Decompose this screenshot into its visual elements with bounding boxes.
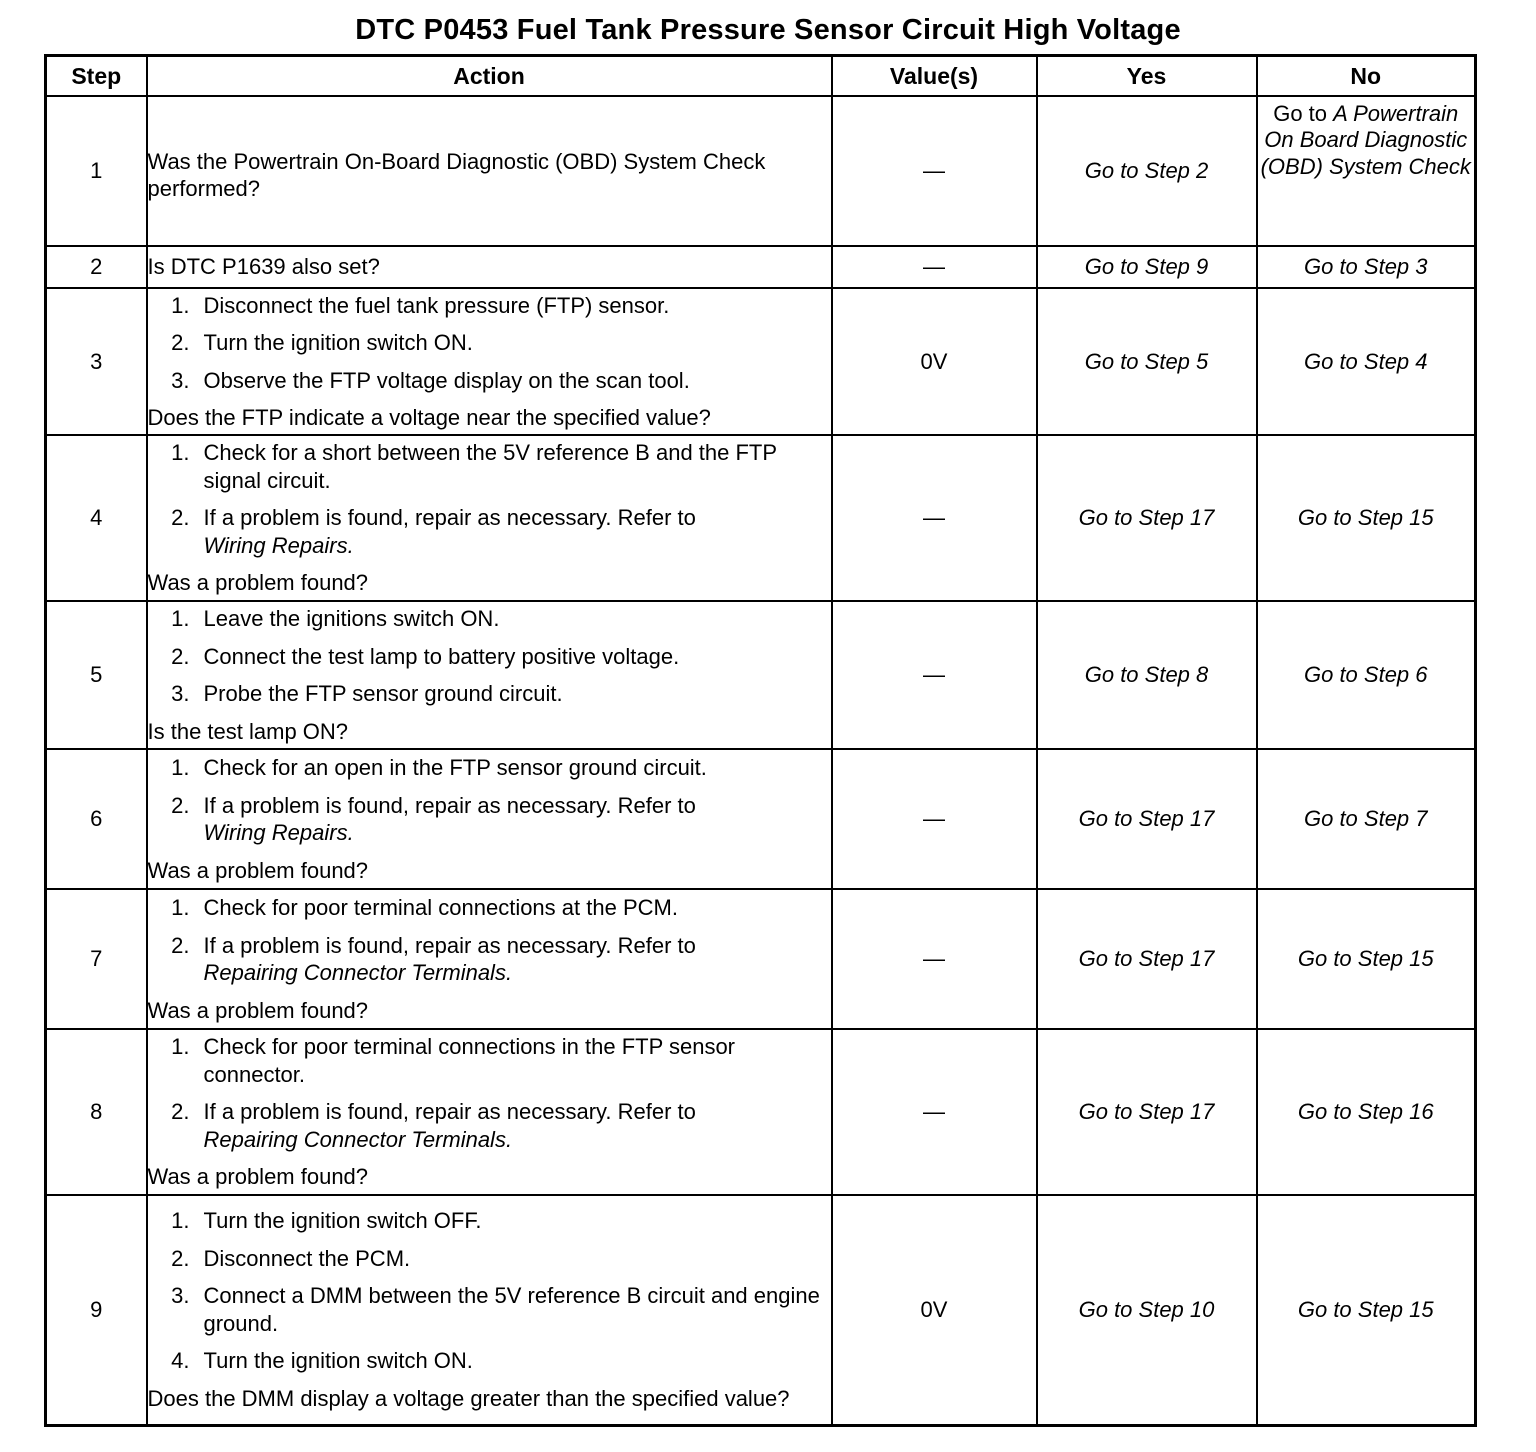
- value-cell: 0V: [832, 1195, 1037, 1425]
- action-item: 1. Leave the ignitions switch ON.: [171, 606, 500, 631]
- value-cell: —: [832, 1029, 1037, 1195]
- no-cell: Go to Step 15: [1257, 889, 1476, 1029]
- action-item: 3. Probe the FTP sensor ground circuit.: [171, 681, 563, 706]
- yes-cell: Go to Step 17: [1037, 435, 1257, 601]
- header-yes: Yes: [1037, 56, 1257, 97]
- no-cell: Go to Step 16: [1257, 1029, 1476, 1195]
- action-question: Does the FTP indicate a voltage near the specified value?: [147, 405, 711, 430]
- no-cell: Go to Step 6: [1257, 601, 1476, 749]
- action-item: 2. Connect the test lamp to battery positive voltage.: [171, 643, 680, 669]
- step-number: 4: [46, 435, 147, 601]
- action-item: 1. Check for an open in the FTP sensor ground circuit.: [171, 755, 707, 780]
- reference-link: Wiring Repairs.: [203, 820, 354, 845]
- action-item: 2. Turn the ignition switch ON.: [171, 330, 473, 355]
- no-cell: Go to Step 7: [1257, 749, 1476, 889]
- action-question: Is the test lamp ON?: [147, 718, 349, 744]
- table-row: [46, 435, 1476, 601]
- yes-cell: Go to Step 17: [1037, 889, 1257, 1029]
- action-item: 4. Turn the ignition switch ON.: [171, 1348, 473, 1374]
- action-question: Was a problem found?: [147, 857, 369, 883]
- action-item: 2. If a problem is found, repair as necessary. Refer to Wiring Repairs.: [171, 792, 696, 845]
- action-cell: [147, 1195, 832, 1425]
- action-cell: [147, 1029, 832, 1195]
- no-cell: Go to Step 4: [1257, 288, 1476, 435]
- step-number: 5: [46, 601, 147, 749]
- action-cell: [147, 749, 832, 889]
- action-question: Does the DMM display a voltage greater than the specified value?: [147, 1385, 790, 1411]
- step-number: 7: [46, 889, 147, 1029]
- action-cell: [147, 288, 832, 435]
- step-number: 6: [46, 749, 147, 889]
- yes-cell: Go to Step 2: [1037, 96, 1257, 246]
- no-prefix: Go to: [1273, 101, 1334, 126]
- table-row: [46, 601, 1476, 749]
- action-question: Was a problem found?: [147, 997, 369, 1023]
- action-item: 1. Check for a short between the 5V reference B and the FTP signal circuit.: [171, 440, 777, 493]
- action-item: 1. Turn the ignition switch OFF.: [171, 1208, 482, 1234]
- value-cell: —: [832, 889, 1037, 1029]
- no-cell: Go to Step 15: [1257, 435, 1476, 601]
- header-no: No: [1257, 56, 1476, 97]
- table-row: [46, 889, 1476, 1029]
- table-row: [46, 1029, 1476, 1195]
- yes-cell: Go to Step 10: [1037, 1195, 1257, 1425]
- header-values: Value(s): [832, 56, 1037, 97]
- table-row: [46, 1195, 1476, 1425]
- action-item: 2. If a problem is found, repair as necessary. Refer to Wiring Repairs.: [171, 505, 696, 558]
- action-question: Is DTC P1639 also set?: [147, 254, 380, 280]
- action-item: 3. Observe the FTP voltage display on the scan tool.: [171, 367, 690, 393]
- value-cell: —: [832, 749, 1037, 889]
- step-number: 8: [46, 1029, 147, 1195]
- header-step: Step: [46, 56, 147, 97]
- header-row: [46, 56, 1476, 97]
- diagnostic-table: [44, 54, 1477, 1427]
- action-cell: [147, 601, 832, 749]
- step-number: 1: [46, 96, 147, 246]
- table-row: [46, 288, 1476, 435]
- action-item: 1. Check for poor terminal connections at the PCM.: [171, 895, 678, 920]
- reference-link: Repairing Connector Terminals.: [203, 1126, 513, 1152]
- no-reference: A Powertrain On Board Diagnostic (OBD) System Check: [1260, 101, 1471, 179]
- table-row: [46, 246, 1476, 288]
- value-cell: —: [832, 601, 1037, 749]
- header-action: Action: [147, 56, 832, 97]
- yes-cell: Go to Step 8: [1037, 601, 1257, 749]
- action-cell: [147, 435, 832, 601]
- table-row: [46, 96, 1476, 246]
- value-cell: —: [832, 96, 1037, 246]
- value-cell: 0V: [832, 288, 1037, 435]
- action-item: 1. Disconnect the fuel tank pressure (FTP) sensor.: [171, 292, 670, 318]
- action-item: 2. If a problem is found, repair as necessary. Refer to Repairing Connector Terminals.: [171, 1099, 696, 1152]
- action-item: 2. If a problem is found, repair as necessary. Refer to Repairing Connector Terminals.: [171, 932, 696, 985]
- step-number: 3: [46, 288, 147, 435]
- reference-link: Wiring Repairs.: [203, 532, 354, 558]
- action-cell: [147, 96, 832, 246]
- action-item: 1. Check for poor terminal connections in the FTP sensor connector.: [171, 1034, 736, 1087]
- step-number: 9: [46, 1195, 147, 1425]
- table-row: [46, 749, 1476, 889]
- no-cell: Go to Step 3: [1257, 246, 1476, 288]
- value-cell: —: [832, 246, 1037, 288]
- yes-cell: Go to Step 9: [1037, 246, 1257, 288]
- no-cell: [1257, 96, 1476, 246]
- yes-cell: Go to Step 5: [1037, 288, 1257, 435]
- action-cell: [147, 246, 832, 288]
- step-number: 2: [46, 246, 147, 288]
- no-cell: Go to Step 15: [1257, 1195, 1476, 1425]
- yes-cell: Go to Step 17: [1037, 1029, 1257, 1195]
- yes-cell: Go to Step 17: [1037, 749, 1257, 889]
- action-question: Was a problem found?: [147, 570, 369, 596]
- action-cell: [147, 889, 832, 1029]
- page-title: DTC P0453 Fuel Tank Pressure Sensor Circuit High Voltage: [355, 14, 1181, 46]
- action-question: Was the Powertrain On-Board Diagnostic (OBD) System Check performed?: [147, 148, 766, 201]
- value-cell: —: [832, 435, 1037, 601]
- action-question: Was a problem found?: [147, 1164, 369, 1190]
- action-item: 2. Disconnect the PCM.: [171, 1245, 411, 1271]
- action-item: 3. Connect a DMM between the 5V reference B circuit and engine ground.: [171, 1283, 820, 1336]
- reference-link: Repairing Connector Terminals.: [203, 960, 513, 985]
